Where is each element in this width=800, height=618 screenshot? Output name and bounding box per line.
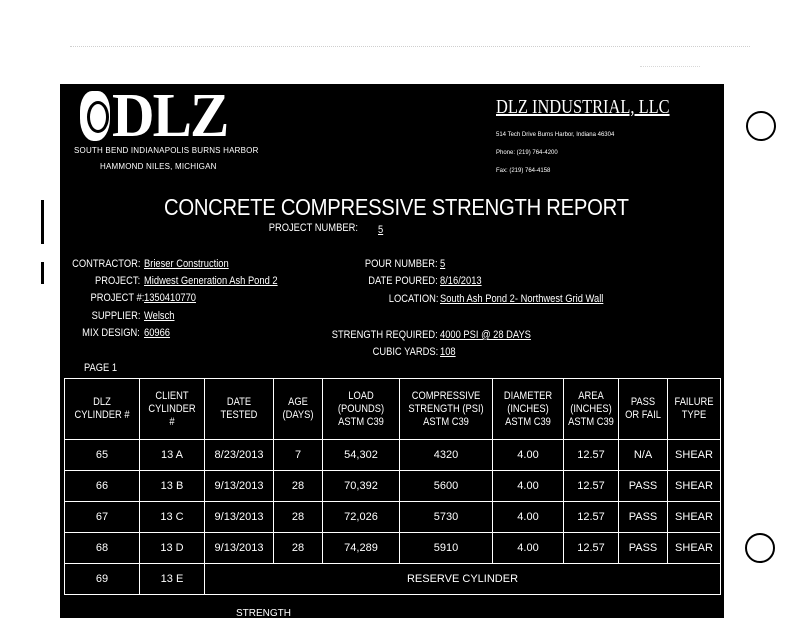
results-table [64, 378, 721, 595]
cell-diameter: 4.00 [493, 533, 564, 564]
col-header: DLZ CYLINDER # [65, 379, 140, 440]
date-poured-value: 8/16/2013 [440, 275, 482, 287]
cell-age: 7 [274, 440, 323, 471]
cell-dlz-cylinder: 69 [65, 564, 140, 595]
page-label: PAGE 1 [84, 362, 118, 374]
cell-pass-fail: PASS [619, 533, 668, 564]
cubic-yards-value: 108 [440, 346, 456, 358]
report-title: CONCRETE COMPRESSIVE STRENGTH REPORT [164, 194, 629, 220]
company-phone: Phone: (219) 764-4200 [496, 150, 558, 156]
cell-failure-type: SHEAR [668, 502, 721, 533]
mix-design-value: 60966 [144, 327, 171, 339]
cell-client-cylinder: 13 B [140, 471, 205, 502]
table-row [65, 502, 721, 533]
scan-edge-mark [41, 200, 44, 244]
supplier-value: Welsch [144, 310, 175, 322]
cell-area: 12.57 [564, 440, 619, 471]
table-row [65, 440, 721, 471]
cell-load: 70,392 [323, 471, 400, 502]
cell-dlz-cylinder: 66 [65, 471, 140, 502]
scan-artifact [70, 46, 750, 50]
cell-dlz-cylinder: 65 [65, 440, 140, 471]
reserve-cylinder-note: RESERVE CYLINDER [205, 564, 721, 595]
cell-date-tested: 9/13/2013 [205, 471, 274, 502]
project-no-value: 1350410770 [144, 292, 197, 304]
table-row [65, 471, 721, 502]
cell-strength: 5910 [400, 533, 493, 564]
col-header: AREA (INCHES) ASTM C39 [564, 379, 619, 440]
cell-load: 72,026 [323, 502, 400, 533]
location-value: South Ash Pond 2- Northwest Grid Wall [440, 293, 604, 305]
cell-area: 12.57 [564, 471, 619, 502]
report-page [60, 84, 724, 618]
cell-strength: 5600 [400, 471, 493, 502]
scan-edge-mark [41, 262, 44, 284]
scan-artifact [640, 66, 700, 73]
date-poured-label: DATE POURED: [368, 275, 438, 287]
cell-age: 28 [274, 471, 323, 502]
emblem-icon [80, 91, 110, 141]
supplier-label: SUPPLIER: [91, 310, 140, 322]
cell-pass-fail: PASS [619, 502, 668, 533]
cell-area: 12.57 [564, 502, 619, 533]
col-header: COMPRESSIVE STRENGTH (PSI) ASTM C39 [400, 379, 493, 440]
mix-design-label: MIX DESIGN: [82, 327, 140, 339]
cell-dlz-cylinder: 67 [65, 502, 140, 533]
cell-diameter: 4.00 [493, 471, 564, 502]
punch-hole [746, 111, 776, 141]
col-header: PASS OR FAIL [619, 379, 668, 440]
cell-pass-fail: PASS [619, 471, 668, 502]
project-value: Midwest Generation Ash Pond 2 [144, 275, 278, 287]
pour-number-label: POUR NUMBER: [365, 258, 438, 270]
punch-hole [745, 533, 775, 563]
logo-text: DLZ [112, 84, 228, 150]
cell-date-tested: 9/13/2013 [205, 533, 274, 564]
col-header: DATE TESTED [205, 379, 274, 440]
col-header: AGE (DAYS) [274, 379, 323, 440]
contractor-value: Brieser Construction [144, 258, 229, 270]
cell-client-cylinder: 13 E [140, 564, 205, 595]
cell-failure-type: SHEAR [668, 533, 721, 564]
table-row-reserve [65, 564, 721, 595]
table-row [65, 533, 721, 564]
cell-date-tested: 8/23/2013 [205, 440, 274, 471]
cell-client-cylinder: 13 A [140, 440, 205, 471]
cropped-footer-text: STRENGTH [236, 608, 291, 618]
col-header: CLIENT CYLINDER # [140, 379, 205, 440]
company-fax: Fax: (219) 764-4158 [496, 168, 551, 174]
cell-area: 12.57 [564, 533, 619, 564]
cell-load: 74,289 [323, 533, 400, 564]
pour-number-value: 5 [440, 258, 446, 270]
cubic-yards-label: CUBIC YARDS: [372, 346, 438, 358]
strength-required-label: STRENGTH REQUIRED: [332, 329, 438, 341]
cell-client-cylinder: 13 C [140, 502, 205, 533]
cell-client-cylinder: 13 D [140, 533, 205, 564]
cell-dlz-cylinder: 68 [65, 533, 140, 564]
project-number-value: 5 [378, 224, 384, 236]
contractor-label: CONTRACTOR: [71, 258, 140, 270]
project-no-label: PROJECT #: [90, 292, 144, 304]
company-name: DLZ INDUSTRIAL, LLC [496, 96, 670, 118]
cell-age: 28 [274, 502, 323, 533]
table-header-row [65, 379, 721, 440]
location-label: LOCATION: [388, 293, 438, 305]
cell-diameter: 4.00 [493, 440, 564, 471]
col-header: DIAMETER (INCHES) ASTM C39 [493, 379, 564, 440]
office-list-line2: HAMMOND NILES, MICHIGAN [100, 162, 217, 171]
cell-load: 54,302 [323, 440, 400, 471]
office-list-line1: SOUTH BEND INDIANAPOLIS BURNS HARBOR [74, 146, 259, 155]
cell-failure-type: SHEAR [668, 440, 721, 471]
cell-date-tested: 9/13/2013 [205, 502, 274, 533]
cell-pass-fail: N/A [619, 440, 668, 471]
strength-required-value: 4000 PSI @ 28 DAYS [440, 329, 531, 341]
company-address: 514 Tech Drive Burns Harbor, Indiana 46304 [496, 132, 615, 138]
project-label: PROJECT: [94, 275, 140, 287]
cell-failure-type: SHEAR [668, 471, 721, 502]
cell-strength: 4320 [400, 440, 493, 471]
cell-strength: 5730 [400, 502, 493, 533]
cell-diameter: 4.00 [493, 502, 564, 533]
col-header: FAILURE TYPE [668, 379, 721, 440]
company-logo [80, 84, 233, 150]
col-header: LOAD (POUNDS) ASTM C39 [323, 379, 400, 440]
project-number-label: PROJECT NUMBER: [268, 222, 358, 234]
cell-age: 28 [274, 533, 323, 564]
